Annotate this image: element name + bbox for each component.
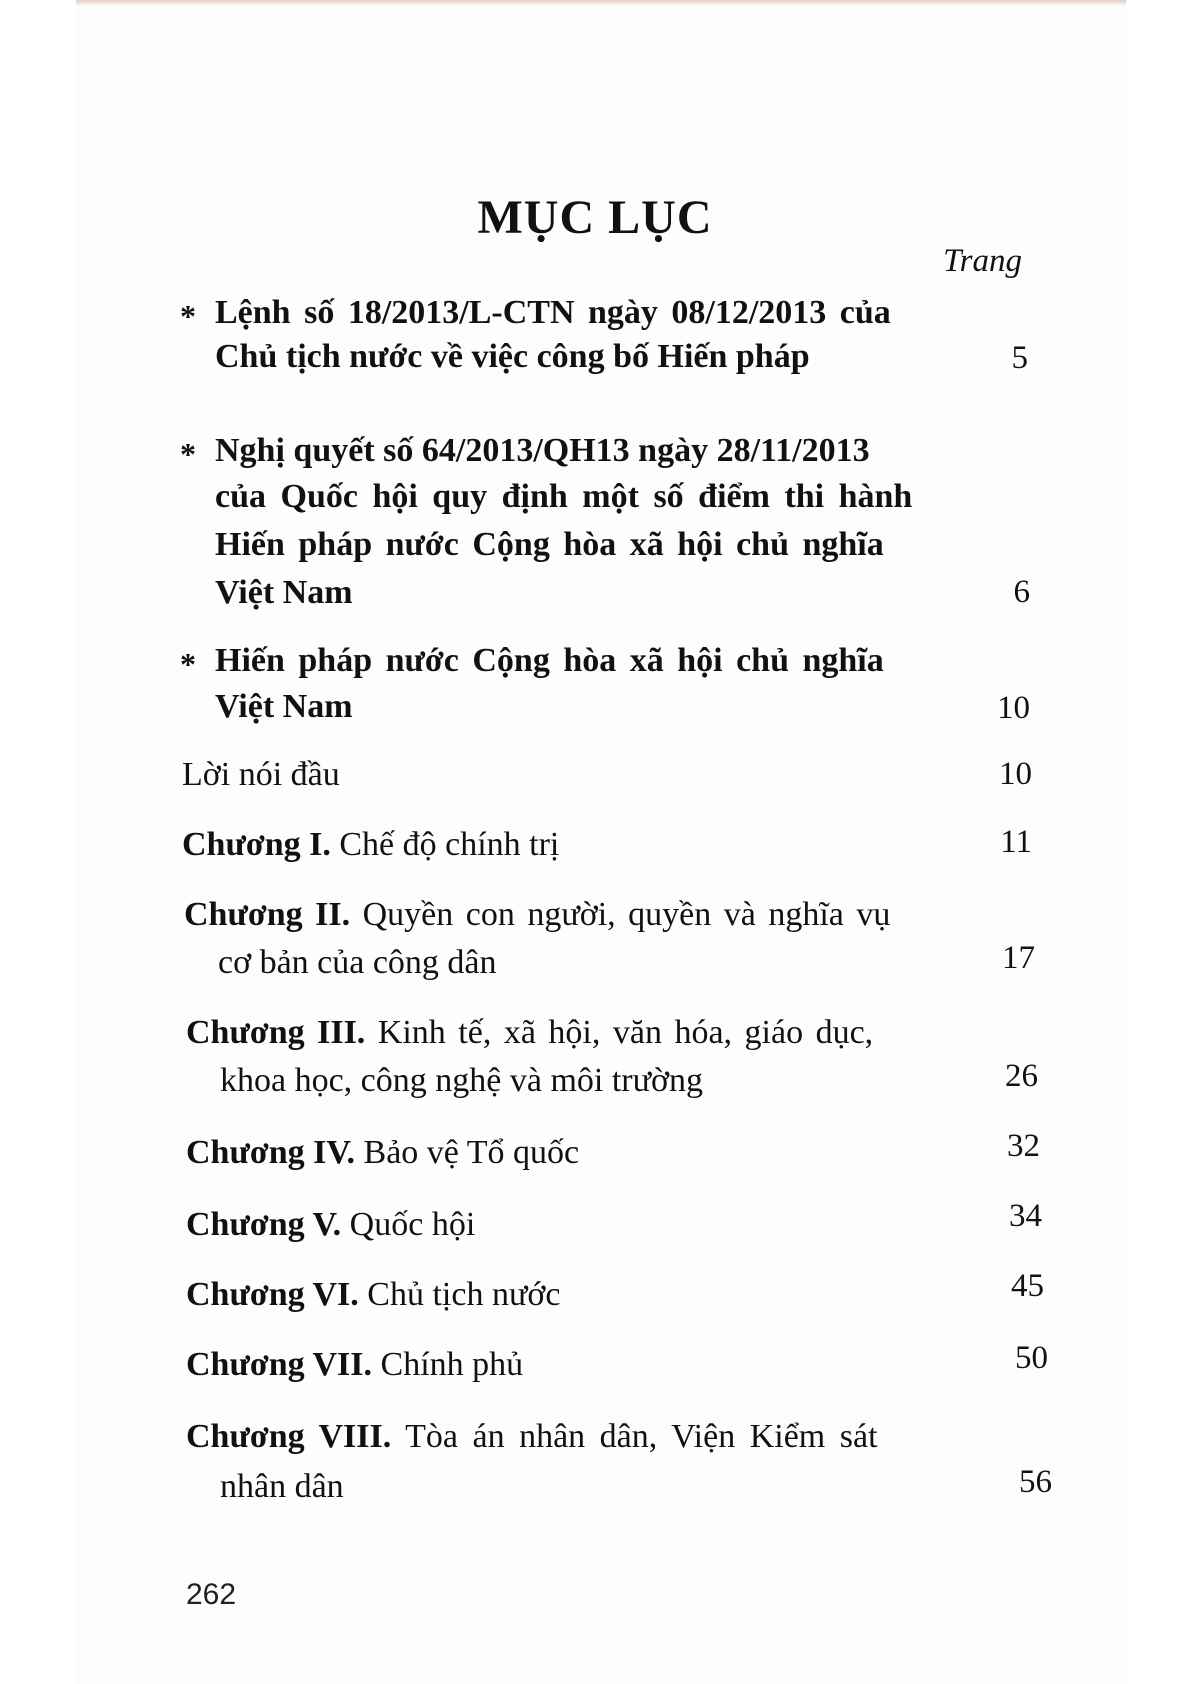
chapter-label: Chương III.: [186, 1014, 366, 1051]
toc-page-number: 6: [1013, 574, 1030, 610]
toc-entry-line: nhân dân: [220, 1468, 344, 1505]
chapter-title: Kinh tế, xã hội, văn hóa, giáo dục,: [377, 1014, 874, 1051]
toc-entry-line: Chủ tịch nước về việc công bố Hiến pháp: [215, 338, 810, 375]
toc-entry-line: [186, 1134, 579, 1172]
bullet-star-icon: *: [180, 646, 196, 682]
toc-page-number: 17: [1002, 940, 1035, 976]
chapter-title: Tòa án nhân dân, Viện Kiểm sát: [405, 1418, 878, 1455]
toc-entry-line: Hiến pháp nước Cộng hòa xã hội chủ nghĩa: [215, 526, 884, 563]
toc-entry-line: [186, 1346, 523, 1384]
bullet-star-icon: *: [180, 436, 196, 472]
toc-page-number: 10: [999, 756, 1032, 792]
toc-page-number: 11: [1000, 824, 1032, 860]
footer-page-number: 262: [186, 1578, 237, 1611]
toc-entry-line: Nghị quyết số 64/2013/QH13 ngày 28/11/2013: [215, 432, 870, 469]
page-title: MỤC LỤC: [477, 191, 713, 244]
toc-entry-line: Việt Nam: [215, 688, 353, 725]
toc-page-number: 45: [1011, 1268, 1044, 1304]
chapter-title: Bảo vệ Tổ quốc: [363, 1134, 580, 1171]
toc-page-number: 34: [1009, 1198, 1042, 1234]
chapter-label: Chương II.: [184, 896, 351, 933]
chapter-title: Quốc hội: [349, 1206, 476, 1243]
toc-page-number: 5: [1011, 340, 1028, 376]
toc-entry-line: Việt Nam: [215, 574, 353, 611]
toc-entry-line: của Quốc hội quy định một số điểm thi hành: [215, 478, 913, 515]
chapter-label: Chương VII.: [186, 1346, 373, 1383]
bullet-star-icon: *: [180, 298, 196, 334]
chapter-label: Chương VIII.: [186, 1418, 392, 1455]
toc-entry-line: Lệnh số 18/2013/L-CTN ngày 08/12/2013 của: [215, 294, 891, 331]
toc-page-number: 10: [997, 690, 1030, 726]
chapter-label: Chương IV.: [186, 1134, 356, 1171]
toc-page-number: 26: [1005, 1058, 1038, 1094]
chapter-label: Chương V.: [186, 1206, 342, 1243]
toc-page-number: 32: [1007, 1128, 1040, 1164]
toc-entry-line: [186, 1014, 873, 1052]
chapter-title: Chính phủ: [380, 1346, 524, 1383]
toc-entry-line: cơ bản của công dân: [218, 944, 497, 981]
page-top-edge: [76, 0, 1126, 6]
chapter-label: Chương VI.: [186, 1276, 359, 1313]
toc-entry-line: khoa học, công nghệ và môi trường: [220, 1062, 704, 1099]
toc-page-number: 56: [1019, 1464, 1052, 1500]
page-column-label: Trang: [943, 243, 1022, 279]
chapter-title: Chế độ chính trị: [339, 826, 560, 863]
toc-entry-line: [182, 826, 559, 864]
toc-entry-line: Lời nói đầu: [182, 756, 340, 793]
toc-entry-line: [184, 896, 890, 934]
toc-entry-line: [186, 1276, 560, 1314]
toc-page-number: 50: [1015, 1340, 1048, 1376]
toc-entry-line: [186, 1206, 475, 1244]
chapter-title: Chủ tịch nước: [367, 1276, 561, 1313]
toc-entry-line: Hiến pháp nước Cộng hòa xã hội chủ nghĩa: [215, 642, 884, 679]
chapter-title: Quyền con người, quyền và nghĩa vụ: [362, 896, 891, 933]
toc-entry-line: [186, 1418, 878, 1456]
chapter-label: Chương I.: [182, 826, 331, 863]
